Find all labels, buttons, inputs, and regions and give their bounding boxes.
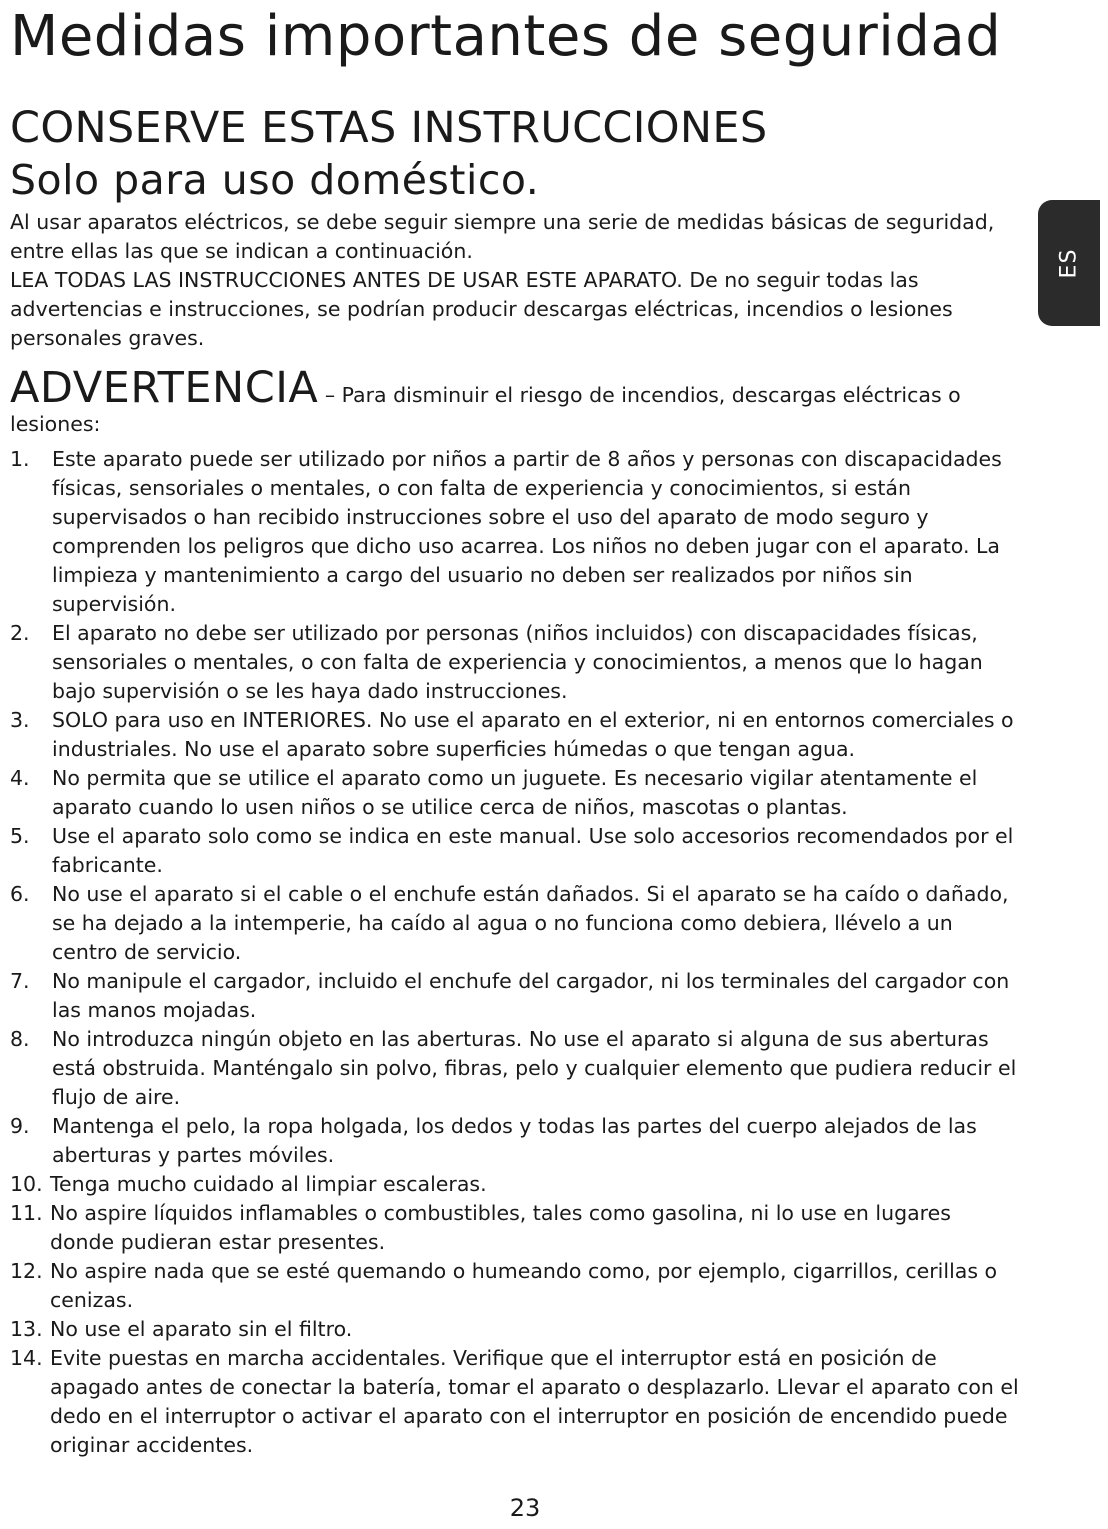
list-item-text: Este aparato puede ser utilizado por niños a partir de 8 años y personas con discapacidades físicas, sensoriales o mentales, o con falta de experiencia y conocimientos, si están supervisados o han recibido instrucciones sobre el uso del aparato de modo seguro y comprenden los peligros que dicho uso acarrea. Los niños no deben jugar con el aparato. La limpieza y mantenimiento a cargo del usuario no deben ser realizados por niños sin supervisión. <box>52 447 1002 616</box>
list-item-text: No use el aparato sin el filtro. <box>50 1317 353 1341</box>
page-number: 23 <box>509 1494 541 1522</box>
list-item-number: 5. <box>10 824 30 848</box>
list-item <box>10 445 1020 619</box>
list-item-text: Tenga mucho cuidado al limpiar escaleras. <box>50 1172 487 1196</box>
list-item-text: No aspire nada que se esté quemando o humeando como, por ejemplo, cigarrillos, cerillas o cenizas. <box>50 1259 998 1312</box>
intro-text <box>10 208 1020 353</box>
list-item <box>10 1344 1020 1460</box>
list-item <box>10 1112 1020 1170</box>
list-item-number: 12. <box>10 1259 43 1283</box>
list-item-number: 10. <box>10 1172 43 1196</box>
list-item <box>10 764 1020 822</box>
list-item-number: 14. <box>10 1346 43 1370</box>
list-item <box>10 706 1020 764</box>
list-item-text: No use el aparato si el cable o el enchufe están dañados. Si el aparato se ha caído o dañado, se ha dejado a la intemperie, ha caído al agua o no funciona como debiera, llévelo a un centro de servicio. <box>52 882 1009 964</box>
intro-paragraph-1: Al usar aparatos eléctricos, se debe seguir siempre una serie de medidas básicas de seguridad, entre ellas las que se indican a continuación. <box>10 210 995 263</box>
list-item-number: 1. <box>10 447 30 471</box>
language-tab <box>1038 200 1100 326</box>
list-item-text: No introduzca ningún objeto en las aberturas. No use el aparato si alguna de sus aberturas está obstruida. Manténgalo sin polvo, fibras, pelo y cualquier elemento que pudiera reducir el flujo de aire. <box>52 1027 1017 1109</box>
section-subtitle-household-use: Solo para uso doméstico. <box>10 156 540 204</box>
list-item <box>10 1315 1020 1344</box>
list-item-text: No manipule el cargador, incluido el enchufe del cargador, ni los terminales del cargador con las manos mojadas. <box>52 969 1010 1022</box>
section-subtitle-keep-instructions: CONSERVE ESTAS INSTRUCCIONES <box>10 103 768 153</box>
list-item-number: 6. <box>10 882 30 906</box>
list-item <box>10 1257 1020 1315</box>
list-item <box>10 822 1020 880</box>
list-item-number: 3. <box>10 708 30 732</box>
list-item-text: No aspire líquidos inflamables o combustibles, tales como gasolina, ni lo use en lugares donde pudieran estar presentes. <box>50 1201 951 1254</box>
list-item <box>10 619 1020 706</box>
list-item-number: 13. <box>10 1317 43 1341</box>
list-item-number: 8. <box>10 1027 30 1051</box>
list-item-number: 2. <box>10 621 30 645</box>
warning-heading: ADVERTENCIA <box>10 363 319 413</box>
list-item <box>10 1170 1020 1199</box>
list-item-number: 9. <box>10 1114 30 1138</box>
list-item-text: SOLO para uso en INTERIORES. No use el aparato en el exterior, ni en entornos comerciales o industriales. No use el aparato sobre superficies húmedas o que tengan agua. <box>52 708 1014 761</box>
list-item-text: No permita que se utilice el aparato como un juguete. Es necesario vigilar atentamente el aparato cuando lo usen niños o se utilice cerca de niños, mascotas o plantas. <box>52 766 978 819</box>
warning-text: – Para disminuir el riesgo de incendios, descargas eléctricas o lesiones: <box>10 383 961 436</box>
page-title: Medidas importantes de seguridad <box>10 4 1002 69</box>
list-item <box>10 880 1020 967</box>
safety-list <box>10 445 1020 1460</box>
list-item-text: Evite puestas en marcha accidentales. Verifique que el interruptor está en posición de apagado antes de conectar la batería, tomar el aparato o desplazarlo. Llevar el aparato con el dedo en el interruptor o activar el aparato con el interruptor en posición de encendido puede originar accidentes. <box>50 1346 1019 1457</box>
list-item-number: 11. <box>10 1201 43 1225</box>
list-item <box>10 1199 1020 1257</box>
list-item-text: Use el aparato solo como se indica en este manual. Use solo accesorios recomendados por el fabricante. <box>52 824 1014 877</box>
intro-paragraph-2: LEA TODAS LAS INSTRUCCIONES ANTES DE USAR ESTE APARATO. De no seguir todas las advertencias e instrucciones, se podrían producir descargas eléctricas, incendios o lesiones personales graves. <box>10 268 953 350</box>
list-item-number: 4. <box>10 766 30 790</box>
warning-block <box>10 363 1010 439</box>
language-tab-label: ES <box>1056 248 1082 278</box>
list-item <box>10 967 1020 1025</box>
list-item <box>10 1025 1020 1112</box>
list-item-number: 7. <box>10 969 30 993</box>
list-item-text: El aparato no debe ser utilizado por personas (niños incluidos) con discapacidades físicas, sensoriales o mentales, o con falta de experiencia y conocimientos, a menos que lo hagan bajo supervisión o se les haya dado instrucciones. <box>52 621 983 703</box>
list-item-text: Mantenga el pelo, la ropa holgada, los dedos y todas las partes del cuerpo alejados de las aberturas y partes móviles. <box>52 1114 977 1167</box>
